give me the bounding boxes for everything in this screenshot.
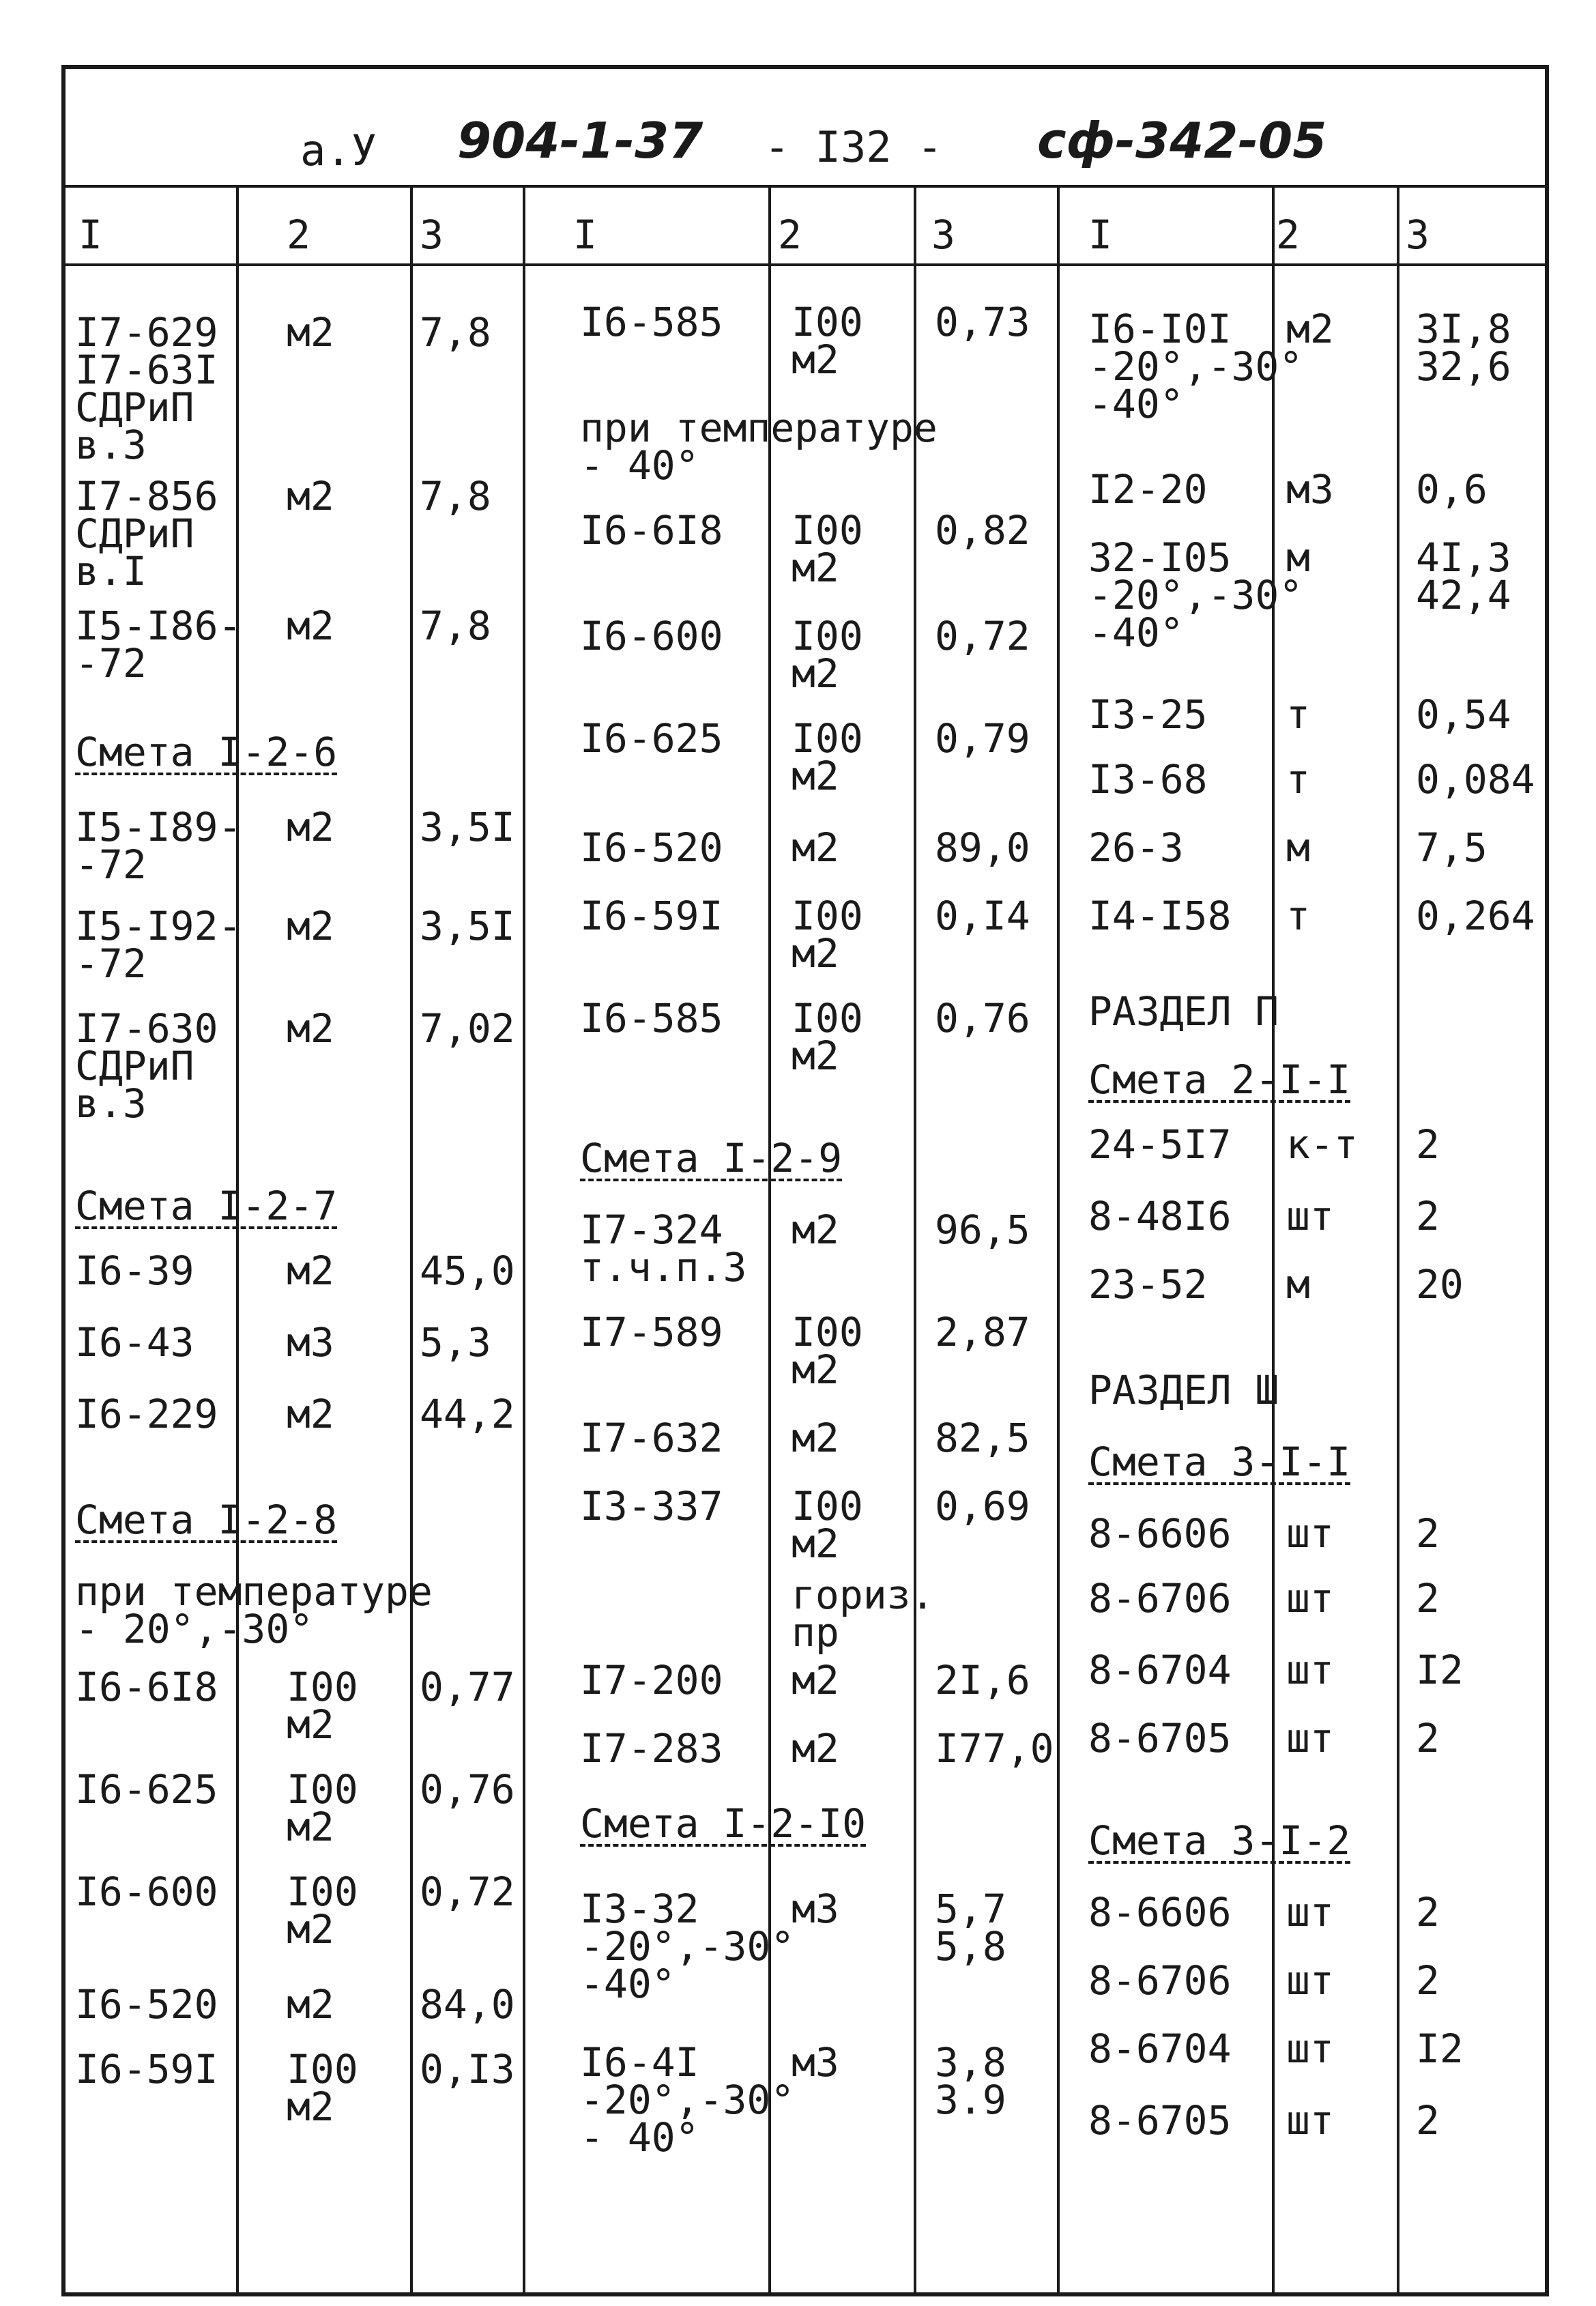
table-cell-unit: м2 [792,1207,839,1253]
table-cell-code: Смета 3-I-I [1088,1439,1351,1485]
table-cell-value: 2 [1416,1715,1440,1761]
col-divider [914,185,916,2294]
table-cell-unit: шт [1286,1510,1334,1557]
table-cell-value: 0,82 [935,507,1030,553]
table-cell-unit: I00 м2 [792,613,863,697]
table-cell-unit: м3 [287,1319,334,1366]
table-cell-unit: к-т [1286,1121,1358,1168]
table-cell-code: Смета I-2-8 [75,1497,338,1543]
table-cell-code: I7-632 [580,1415,723,1461]
table-cell-unit: I00 м2 [792,893,863,977]
table-cell-value: 0,72 [420,1869,515,1915]
table-cell-unit: шт [1286,1715,1334,1761]
table-cell-code: I6-625 [75,1766,218,1813]
column-header: 2 [287,212,310,258]
table-cell-code: 23-52 [1088,1261,1208,1308]
table-cell-code: I6-39 [75,1248,194,1294]
table-cell-code: Смета 3-I-2 [1088,1817,1351,1864]
table-cell-unit: I00 м2 [792,1309,863,1394]
table-cell-code: I3-32 -20°,-30° -40° [580,1886,795,2008]
table-cell-unit: шт [1286,1647,1334,1693]
table-cell-code: Смета I-2-7 [75,1183,338,1229]
table-cell-code: 8-6704 [1088,2026,1232,2072]
table-cell-value: 3,5I [420,903,515,949]
table-cell-unit: I00 м2 [792,507,863,592]
table-cell-value: 0,6 [1416,466,1488,513]
table-cell-code: при температуре - 40° [580,405,938,489]
table-cell-value: 0,I3 [420,2046,515,2092]
table-cell-value: 2 [1416,1575,1440,1622]
table-cell-value: 84,0 [420,1981,515,2028]
table-cell-code: 8-6606 [1088,1510,1232,1557]
table-cell-code: I6-4I -20°,-30° - 40° [580,2039,795,2161]
table-cell-code: Смета I-2-6 [75,729,338,775]
table-cell-value: 2 [1416,1957,1440,2004]
table-cell-unit: м2 [287,1981,334,2028]
header-right: сф-342-05 [1037,112,1327,169]
table-cell-unit: м2 [792,1415,839,1461]
table-cell-unit: м2 [1286,306,1334,352]
col-divider [410,185,413,2294]
header-code: 904-1-37 [457,112,703,169]
table-cell-value: 0,69 [935,1483,1030,1529]
column-header: I [78,212,102,258]
table-cell-value: 82,5 [935,1415,1030,1461]
table-cell-unit: м2 [287,1005,334,1052]
table-cell-value: 7,5 [1416,824,1488,871]
table-cell-code: I6-625 [580,715,723,762]
table-cell-value: I2 [1416,1647,1464,1693]
table-cell-unit: I00 м2 [792,995,863,1080]
table-cell-unit: м [1286,534,1310,581]
table-cell-value: I77,0 [935,1725,1054,1772]
table-cell-unit: шт [1286,1889,1334,1935]
table-cell-code: Смета I-2-9 [580,1135,843,1181]
table-cell-unit: м2 [792,1725,839,1772]
col-divider [523,185,525,2294]
table-cell-unit: I00 м2 [792,1483,863,1568]
col-divider [1272,185,1275,2294]
table-cell-unit: шт [1286,1193,1334,1239]
column-header: I [573,212,597,258]
table-cell-code: I7-324 т.ч.п.3 [580,1207,747,1291]
header-page: - I32 - [764,122,943,172]
table-cell-unit: I00 м2 [287,1664,358,1748]
table-cell-value: 0,264 [1416,893,1535,939]
table-cell-unit: I00 м2 [287,2046,358,2131]
table-cell-unit: I00 м2 [287,1869,358,1953]
table-cell-unit: м [1286,1261,1310,1308]
table-cell-unit: м2 [792,824,839,871]
table-cell-code: 32-I05 -20°,-30° -40° [1088,534,1303,657]
table-cell-unit: т [1286,691,1310,738]
table-cell-value: 2,87 [935,1309,1030,1355]
table-cell-value: 5,7 5,8 [935,1886,1006,1970]
table-cell-code: I6-229 [75,1391,218,1437]
table-cell-code: I7-283 [580,1725,723,1772]
table-cell-unit: м2 [792,1657,839,1703]
table-cell-value: 0,76 [420,1766,515,1813]
table-cell-value: 20 [1416,1261,1464,1308]
table-cell-value: 0,I4 [935,893,1030,939]
table-cell-value: 45,0 [420,1248,515,1294]
table-cell-unit: шт [1286,1957,1334,2004]
table-cell-code: Смета 2-I-I [1088,1056,1351,1103]
column-header: 3 [931,212,955,258]
table-cell-unit: шт [1286,1575,1334,1622]
table-cell-value: 2 [1416,2097,1440,2144]
table-cell-unit: м2 [287,473,334,519]
table-cell-value: 0,72 [935,613,1030,659]
table-cell-code: I6-I0I -20°,-30° -40° [1088,306,1303,428]
table-cell-value: 5,3 [420,1319,491,1366]
table-cell-code: I6-6I8 [75,1664,218,1710]
table-cell-value: 0,77 [420,1664,515,1710]
table-cell-code: I6-59I [75,2046,218,2092]
table-cell-code: I3-337 [580,1483,723,1529]
table-cell-code: I7-629 I7-63I СДРиП в.3 [75,309,218,469]
table-cell-unit: м2 [287,1248,334,1294]
table-cell-code: I6-43 [75,1319,194,1366]
table-cell-value: 7,02 [420,1005,515,1052]
table-cell-code: 8-6706 [1088,1575,1232,1622]
table-cell-code: 26-3 [1088,824,1184,871]
column-header: 3 [420,212,444,258]
table-cell-value: 96,5 [935,1207,1030,1253]
table-cell-value: 3,5I [420,804,515,850]
table-cell-code: I6-520 [75,1981,218,2028]
table-cell-unit: м3 [1286,466,1334,513]
column-header: 2 [778,212,802,258]
table-cell-value: 2 [1416,1510,1440,1557]
table-cell-unit: м2 [287,1391,334,1437]
table-cell-code: Смета I-2-I0 [580,1800,867,1847]
table-cell-unit: I00 м2 [287,1766,358,1851]
header-divider [66,185,1546,188]
table-cell-code: 24-5I7 [1088,1121,1232,1168]
table-cell-code: 8-6704 [1088,1647,1232,1693]
table-cell-value: 2 [1416,1121,1440,1168]
table-cell-code: I3-68 [1088,756,1208,803]
table-cell-code: РАЗДЕЛ П [1088,988,1279,1035]
table-cell-code: 8-48I6 [1088,1193,1232,1239]
table-cell-value: 44,2 [420,1391,515,1437]
table-cell-unit: м3 [792,1886,839,1932]
table-cell-code: I5-I92- -72 [75,903,242,988]
table-cell-value: 2I,6 [935,1657,1030,1703]
table-cell-value: 0,79 [935,715,1030,762]
table-cell-value: 2 [1416,1889,1440,1935]
table-cell-unit: м2 [287,309,334,356]
table-cell-value: 3I,8 32,6 [1416,306,1511,390]
table-cell-code: I5-I89- -72 [75,804,242,889]
table-cell-unit: I00 м2 [792,299,863,384]
table-cell-unit: м2 [287,603,334,649]
table-cell-code: I7-200 [580,1657,723,1703]
table-cell-value: 0,73 [935,299,1030,345]
table-cell-unit: гориз. пр [792,1572,935,1656]
table-cell-code: I6-59I [580,893,723,939]
table-cell-code: I5-I86- -72 [75,603,242,687]
table-cell-value: 2 [1416,1193,1440,1239]
table-cell-code: I6-585 [580,299,723,345]
table-cell-code: I6-600 [580,613,723,659]
header-left: а.У [300,126,377,175]
table-cell-value: 3,8 3.9 [935,2039,1006,2124]
table-cell-value: 0,54 [1416,691,1511,738]
table-cell-value: 7,8 [420,473,491,519]
table-cell-value: 89,0 [935,824,1030,871]
table-cell-value: 0,76 [935,995,1030,1041]
table-cell-code: I3-25 [1088,691,1208,738]
table-cell-code: при температуре - 20°,-30° [75,1568,433,1653]
table-cell-unit: м [1286,824,1310,871]
table-cell-value: 0,084 [1416,756,1535,803]
table-cell-unit: шт [1286,2026,1334,2072]
table-cell-value: 7,8 [420,309,491,356]
col-divider [1397,185,1399,2294]
table-cell-value: I2 [1416,2026,1464,2072]
column-header: 3 [1406,212,1430,258]
table-cell-unit: м2 [287,804,334,850]
table-cell-code: I2-20 [1088,466,1208,513]
table-cell-code: I6-6I8 [580,507,723,553]
col-divider [1057,185,1060,2294]
table-cell-unit: м3 [792,2039,839,2086]
column-header: I [1088,212,1112,258]
table-cell-code: I7-856 СДРиП в.I [75,473,218,595]
col-divider [236,185,239,2294]
table-cell-code: I6-585 [580,995,723,1041]
table-cell-code: I6-520 [580,824,723,871]
table-cell-code: РАЗДЕЛ Ш [1088,1367,1279,1413]
table-cell-code: I4-I58 [1088,893,1232,939]
table-cell-unit: м2 [287,903,334,949]
column-header: 2 [1276,212,1300,258]
table-cell-code: 8-6706 [1088,1957,1232,2004]
table-cell-unit: шт [1286,2097,1334,2144]
table-cell-code: I7-630 СДРиП в.3 [75,1005,218,1127]
table-cell-unit: т [1286,756,1310,803]
column-header-divider [66,263,1546,266]
table-cell-unit: т [1286,893,1310,939]
table-cell-code: 8-6606 [1088,1889,1232,1935]
table-cell-unit: I00 м2 [792,715,863,800]
table-cell-code: 8-6705 [1088,1715,1232,1761]
table-cell-value: 4I,3 42,4 [1416,534,1511,619]
table-cell-code: I6-600 [75,1869,218,1915]
table-cell-code: 8-6705 [1088,2097,1232,2144]
table-cell-code: I7-589 [580,1309,723,1355]
table-cell-value: 7,8 [420,603,491,649]
